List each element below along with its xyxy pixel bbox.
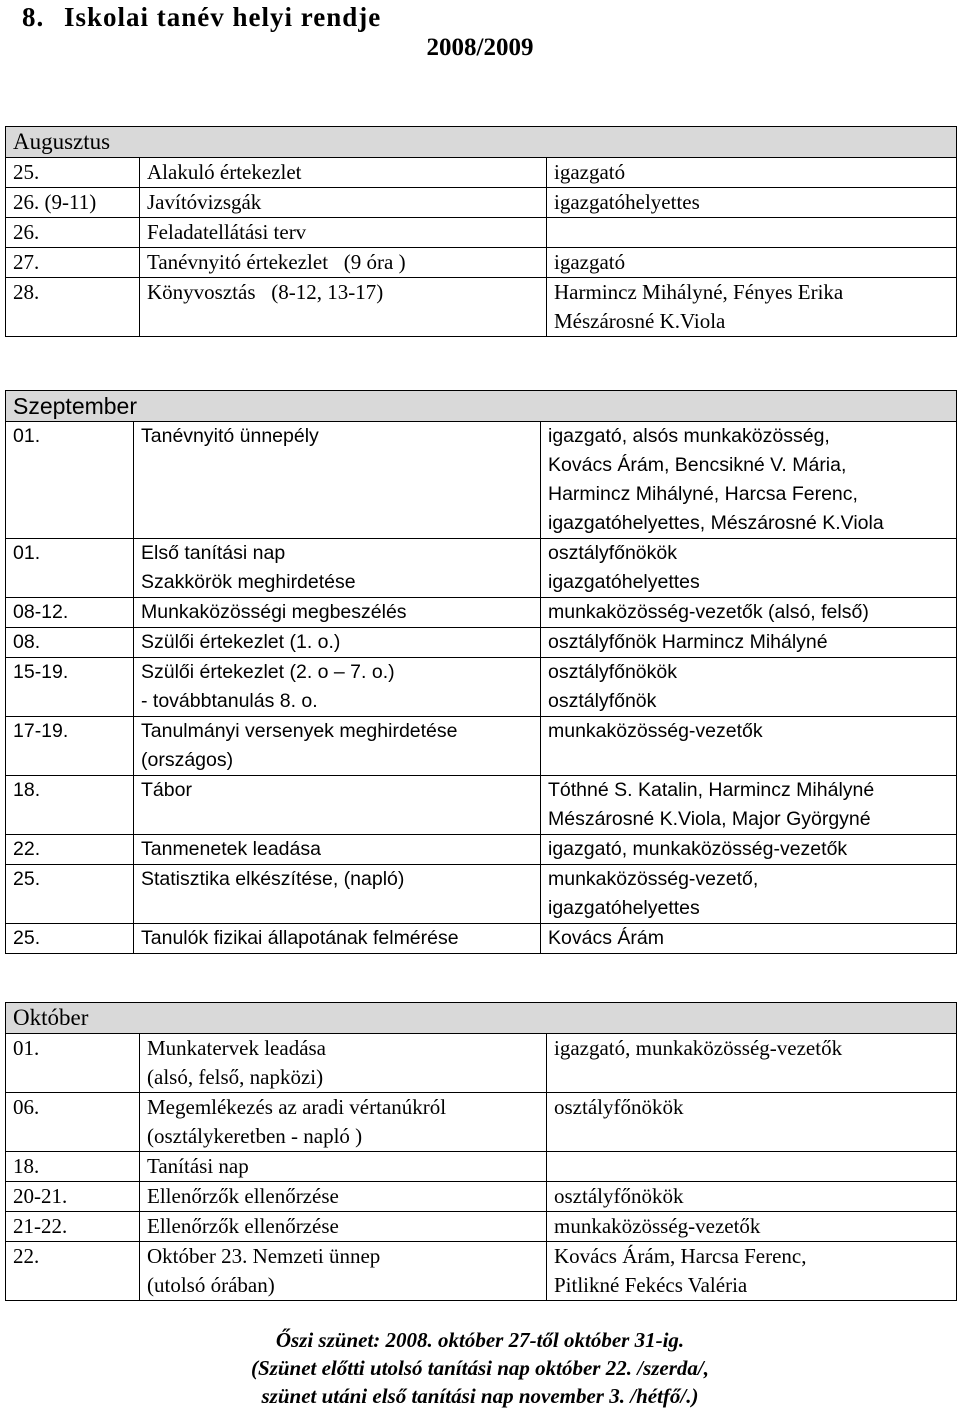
responsible-cell: igazgató, munkaközösség-vezetők [547, 1034, 957, 1093]
date-cell: 28. [6, 278, 140, 337]
table-row [6, 776, 957, 835]
responsible-cell: Harmincz Mihályné, Fényes Erika Mészárosné K.Viola [547, 278, 957, 337]
responsible-cell: igazgató [547, 248, 957, 278]
date-cell: 01. [6, 1034, 140, 1093]
responsible-cell: igazgató, munkaközösség-vezetők [541, 835, 957, 865]
month-header-august: Augusztus [6, 127, 957, 158]
table-row [6, 865, 957, 924]
responsible-cell: munkaközösség-vezetők [541, 717, 957, 776]
responsible-cell: osztályfőnök Harmincz Mihályné [541, 628, 957, 658]
october-table [5, 1002, 957, 1301]
august-table [5, 126, 957, 337]
event-cell: Tanmenetek leadása [134, 835, 541, 865]
event-cell: Tanulók fizikai állapotának felmérése [134, 924, 541, 954]
table-row [6, 539, 957, 598]
table-row [6, 1152, 957, 1182]
event-cell: Könyvosztás (8-12, 13-17) [140, 278, 547, 337]
event-cell: Első tanítási nap Szakkörök meghirdetése [134, 539, 541, 598]
responsible-cell: munkaközösség-vezető, igazgatóhelyettes [541, 865, 957, 924]
date-cell: 26. [6, 218, 140, 248]
table-row [6, 248, 957, 278]
date-cell: 26. (9-11) [6, 188, 140, 218]
responsible-cell: Tóthné S. Katalin, Harmincz Mihályné Mészárosné K.Viola, Major Györgyné [541, 776, 957, 835]
table-row [6, 188, 957, 218]
note-line: Őszi szünet: 2008. október 27-től október 31-ig. [275, 1328, 685, 1352]
event-cell: Feladatellátási terv [140, 218, 547, 248]
table-row [6, 1212, 957, 1242]
date-cell: 21-22. [6, 1212, 140, 1242]
date-cell: 17-19. [6, 717, 134, 776]
table-row [6, 598, 957, 628]
table-row [6, 218, 957, 248]
event-cell: Munkaközösségi megbeszélés [134, 598, 541, 628]
responsible-cell: munkaközösség-vezetők [547, 1212, 957, 1242]
september-table [5, 390, 957, 954]
table-row [6, 278, 957, 337]
date-cell: 18. [6, 1152, 140, 1182]
table-row [6, 1242, 957, 1301]
date-cell: 25. [6, 924, 134, 954]
date-cell: 01. [6, 422, 134, 539]
event-cell: Tanítási nap [140, 1152, 547, 1182]
event-cell: Munkatervek leadása (alsó, felső, napközi) [140, 1034, 547, 1093]
event-cell: Tábor [134, 776, 541, 835]
table-row [6, 422, 957, 539]
date-cell: 18. [6, 776, 134, 835]
responsible-cell: Kovács Árám [541, 924, 957, 954]
table-row [6, 1034, 957, 1093]
month-header-september: Szeptember [6, 391, 957, 422]
autumn-break-note [0, 1326, 960, 1410]
school-year: 2008/2009 [426, 34, 534, 61]
date-cell: 15-19. [6, 658, 134, 717]
document-heading [22, 0, 381, 34]
event-cell: Szülői értekezlet (2. o – 7. o.) - továbbtanulás 8. o. [134, 658, 541, 717]
event-cell: Javítóvizsgák [140, 188, 547, 218]
responsible-cell: osztályfőnökök [547, 1093, 957, 1152]
table-row [6, 717, 957, 776]
event-cell: Megemlékezés az aradi vértanúkról (osztálykeretben - napló ) [140, 1093, 547, 1152]
responsible-cell: osztályfőnökök [547, 1182, 957, 1212]
event-cell: Alakuló értekezlet [140, 158, 547, 188]
date-cell: 20-21. [6, 1182, 140, 1212]
date-cell: 01. [6, 539, 134, 598]
responsible-cell: igazgató [547, 158, 957, 188]
date-cell: 22. [6, 835, 134, 865]
note-line: (Szünet előtti utolsó tanítási nap október 22. /szerda/, [251, 1356, 709, 1380]
note-line: szünet utáni első tanítási nap november 3. /hétfő/.) [261, 1384, 699, 1408]
event-cell: Október 23. Nemzeti ünnep (utolsó órában) [140, 1242, 547, 1301]
table-row [6, 835, 957, 865]
event-cell: Szülői értekezlet (1. o.) [134, 628, 541, 658]
table-row [6, 1093, 957, 1152]
event-cell: Ellenőrzők ellenőrzése [140, 1212, 547, 1242]
table-row [6, 158, 957, 188]
responsible-cell: igazgatóhelyettes [547, 188, 957, 218]
event-cell: Tanulmányi versenyek meghirdetése (országos) [134, 717, 541, 776]
date-cell: 25. [6, 865, 134, 924]
date-cell: 08. [6, 628, 134, 658]
month-header-october: Október [6, 1003, 957, 1034]
section-number: 8. [22, 2, 45, 32]
responsible-cell [547, 218, 957, 248]
responsible-cell: osztályfőnökök igazgatóhelyettes [541, 539, 957, 598]
event-cell: Tanévnyitó ünnepély [134, 422, 541, 539]
responsible-cell: munkaközösség-vezetők (alsó, felső) [541, 598, 957, 628]
responsible-cell [547, 1152, 957, 1182]
table-row [6, 924, 957, 954]
event-cell: Statisztika elkészítése, (napló) [134, 865, 541, 924]
date-cell: 08-12. [6, 598, 134, 628]
responsible-cell: Kovács Árám, Harcsa Ferenc, Pitlikné Fekécs Valéria [547, 1242, 957, 1301]
event-cell: Tanévnyitó értekezlet (9 óra ) [140, 248, 547, 278]
date-cell: 27. [6, 248, 140, 278]
event-cell: Ellenőrzők ellenőrzése [140, 1182, 547, 1212]
document-title: Iskolai tanév helyi rendje [64, 2, 382, 32]
table-row [6, 658, 957, 717]
date-cell: 22. [6, 1242, 140, 1301]
responsible-cell: osztályfőnökök osztályfőnök [541, 658, 957, 717]
date-cell: 25. [6, 158, 140, 188]
table-row [6, 1182, 957, 1212]
date-cell: 06. [6, 1093, 140, 1152]
responsible-cell: igazgató, alsós munkaközösség, Kovács Árám, Bencsikné V. Mária, Harmincz Mihályné, Harcsa Ferenc, igazgatóhelyettes, Mészárosné K.Viola [541, 422, 957, 539]
table-row [6, 628, 957, 658]
